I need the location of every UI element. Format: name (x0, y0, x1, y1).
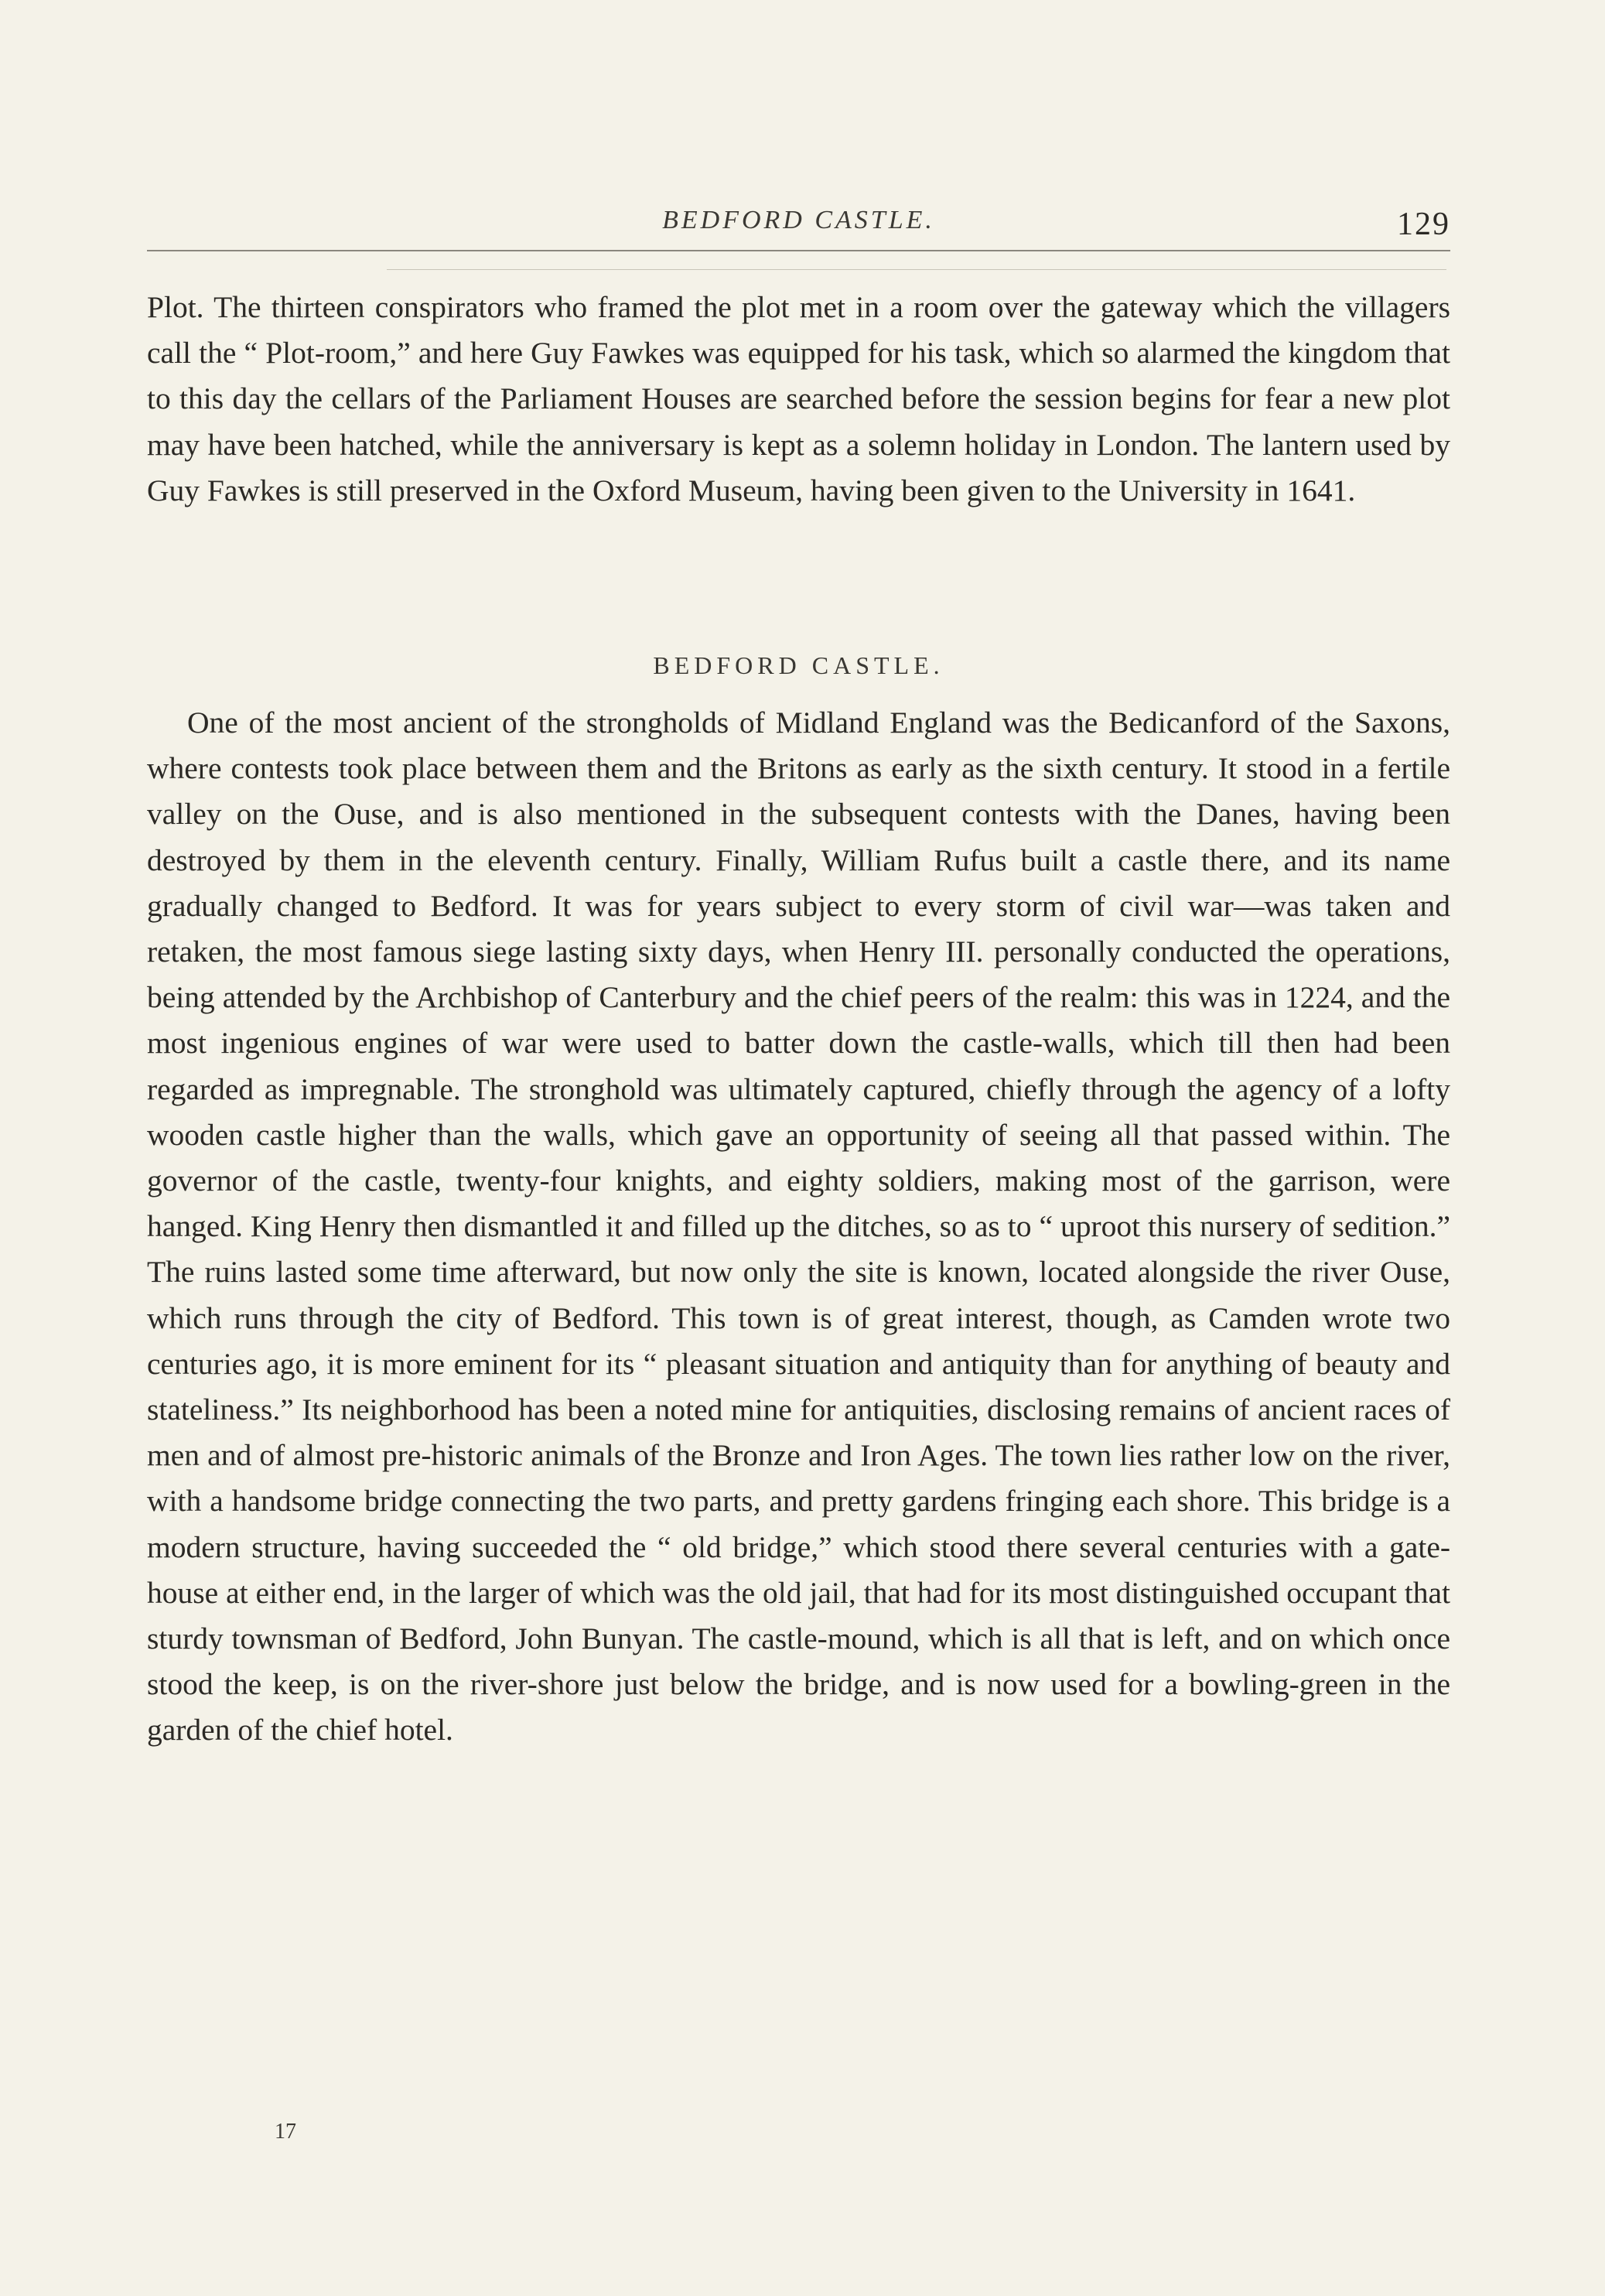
section-heading: BEDFORD CASTLE. (653, 651, 944, 679)
continued-paragraph: Plot. The thirteen conspirators who framed the plot met in a room over the gateway which the villagers call the “ Plot-room,” and here Guy Fawkes was equipped for his task, which so alarmed the kingdom that to this day the cellars of the Parliament Houses are searched before the session begins for fear a new plot may have been hatched, while the anniversary is kept as a solemn holiday in London. The lantern used by Guy Fawkes is still preserved in the Oxford Museum, having been given to the University in 1641. (147, 290, 1450, 507)
main-text-block (147, 700, 1450, 1754)
continued-text-block (147, 285, 1450, 514)
main-paragraph: One of the most ancient of the strongholds of Midland England was the Bedicanford of the Saxons, where contests took place between them and the Britons as early as the sixth century. It stood in a fertile valley on the Ouse, and is also mentioned in the subsequent contests with the Danes, having been destroyed by them in the eleventh century. Finally, William Rufus built a castle there, and its name gradually changed to Bedford. It was for years subject to every storm of civil war—was taken and retaken, the most famous siege lasting sixty days, when Henry III. personally conducted the operations, being attended by the Archbishop of Canterbury and the chief peers of the realm: this was in 1224, and the most ingenious engines of war were used to batter down the castle-walls, which till then had been regarded as impregnable. The stronghold was ultimately captured, chiefly through the agency of a lofty wooden castle higher than the walls, which gave an opportunity of seeing all that passed within. The governor of the castle, twenty-four knights, and eighty soldiers, making most of the garrison, were hanged. King Henry then dismantled it and filled up the ditches, so as to “ uproot this nursery of sedition.” The ruins lasted some time afterward, but now only the site is known, located alongside the river Ouse, which runs through the city of Bedford. This town is of great interest, though, as Camden wrote two centuries ago, it is more eminent for its “ pleasant situation and antiquity than for anything of beauty and stateliness.” Its neighborhood has been a noted mine for antiquities, disclosing remains of ancient races of men and of almost pre-historic animals of the Bronze and Iron Ages. The town lies rather low on the river, with a handsome bridge connecting the two parts, and pretty gardens fringing each shore. This bridge is a modern structure, having succeeded the “ old bridge,” which stood there several centuries with a gate-house at either end, in the larger of which was the old jail, that had for its most distinguished occupant that sturdy townsman of Bedford, John Bunyan. The castle-mound, which is all that is left, and on which once stood the keep, is on the river-shore just below the bridge, and is now used for a bowling-green in the garden of the chief hotel. (147, 706, 1450, 1748)
signature-mark: 17 (275, 2120, 296, 2144)
header-rule (147, 250, 1450, 251)
page-number: 129 (1397, 207, 1450, 242)
running-title: BEDFORD CASTLE. (662, 206, 935, 234)
header-rule-secondary (387, 269, 1446, 270)
running-head (147, 203, 1450, 249)
